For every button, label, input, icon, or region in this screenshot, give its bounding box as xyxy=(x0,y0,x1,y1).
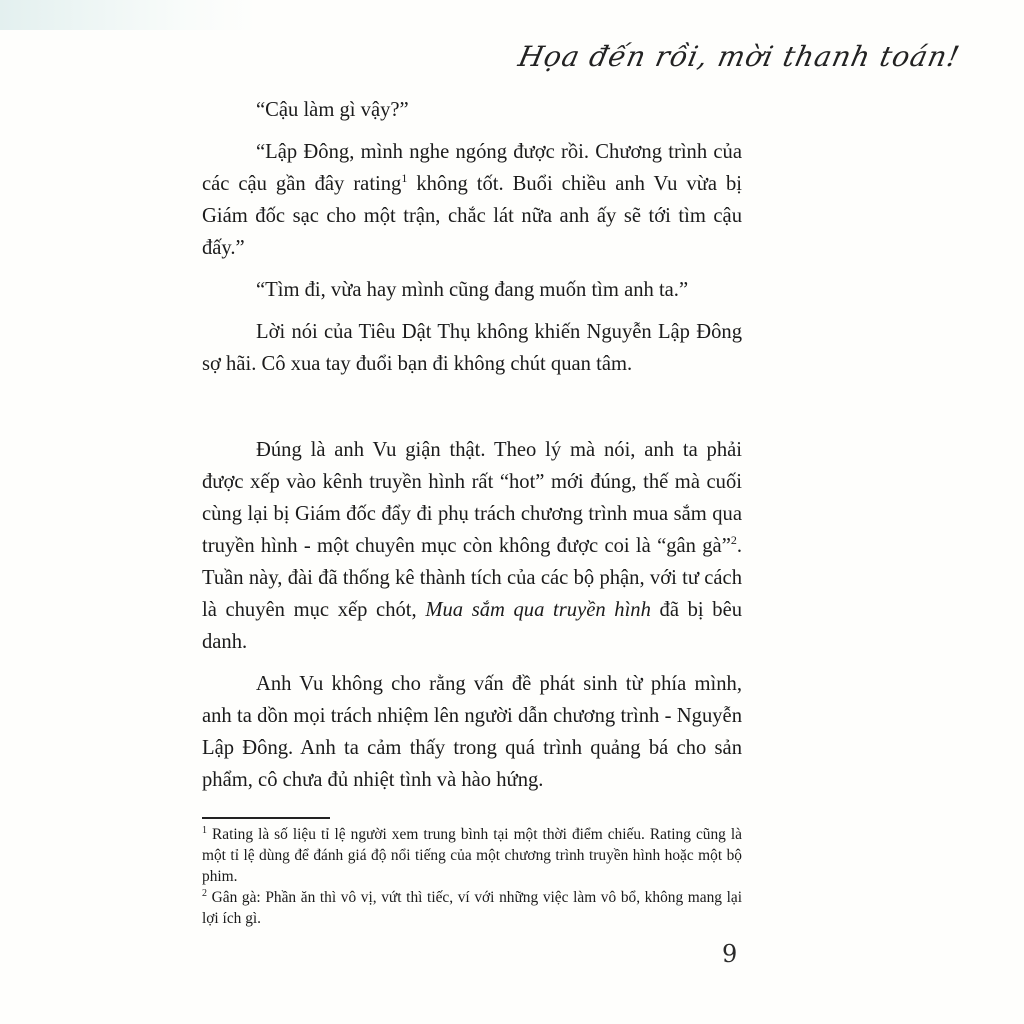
page-number: 9 xyxy=(722,940,738,968)
italic-title: Mua sắm qua truyền hình xyxy=(425,599,651,621)
paragraph-text: . Tuần này, đài đã thống kê thành tích của các bộ phận, với tư cách là chuyên mục xếp chót, xyxy=(202,535,742,621)
footnote-text: Rating là số liệu tỉ lệ người xem trung bình tại một thời điểm chiếu. Rating cũng là một tỉ lệ dùng để đánh giá độ nổi tiếng của một chương trình truyền hình hoặc một bộ phim. xyxy=(202,826,742,885)
scan-edge-tint xyxy=(0,0,260,30)
body-text xyxy=(202,94,742,806)
paragraph-text: không tốt. Buổi chiều anh Vu vừa bị Giám đốc sạc cho một trận, chắc lát nữa anh ấy sẽ tới tìm cậu đấy.” xyxy=(202,173,742,259)
footnote-ref: 1 xyxy=(401,171,408,186)
footnote-text: Gân gà: Phần ăn thì vô vị, vứt thì tiếc, ví với những việc làm vô bổ, không mang lại lợi ích gì. xyxy=(202,889,742,927)
paragraph: Anh Vu không cho rằng vấn đề phát sinh từ phía mình, anh ta dồn mọi trách nhiệm lên người dẫn chương trình - Nguyễn Lập Đông. Anh ta cảm thấy trong quá trình quảng bá cho sản phẩm, cô chưa đủ nhiệt tình và hào hứng. xyxy=(202,673,742,791)
paragraph: Lời nói của Tiêu Dật Thụ không khiến Nguyễn Lập Đông sợ hãi. Cô xua tay đuổi bạn đi không chút quan tâm. xyxy=(202,321,742,375)
footnote-divider xyxy=(202,817,330,819)
footnote-marker: 1 xyxy=(202,824,207,836)
paragraph-text: đã bị bêu danh. xyxy=(202,599,743,653)
paragraph-text: Đúng là anh Vu giận thật. Theo lý mà nói, anh ta phải được xếp vào kênh truyền hình rất “hot” mới đúng, thế mà cuối cùng lại bị Giám đốc đẩy đi phụ trách chương trình mua sắm qua truyền hình - một chuyên mục còn không được coi là “gân gà” xyxy=(202,439,742,557)
paragraph xyxy=(202,136,742,264)
paragraph xyxy=(202,434,742,658)
running-head: Họa đến rồi, mời thanh toán! xyxy=(515,40,964,73)
paragraph-text: “Lập Đông, mình nghe ngóng được rồi. Chương trình của các cậu gần đây rating xyxy=(202,141,742,195)
footnote-marker: 2 xyxy=(202,887,207,899)
paragraph: “Tìm đi, vừa hay mình cũng đang muốn tìm anh ta.” xyxy=(256,279,689,301)
footnote xyxy=(202,824,742,887)
footnote-ref: 2 xyxy=(730,533,737,548)
footnote xyxy=(202,887,742,929)
footnotes xyxy=(202,824,742,929)
paragraph: “Cậu làm gì vậy?” xyxy=(256,99,409,121)
